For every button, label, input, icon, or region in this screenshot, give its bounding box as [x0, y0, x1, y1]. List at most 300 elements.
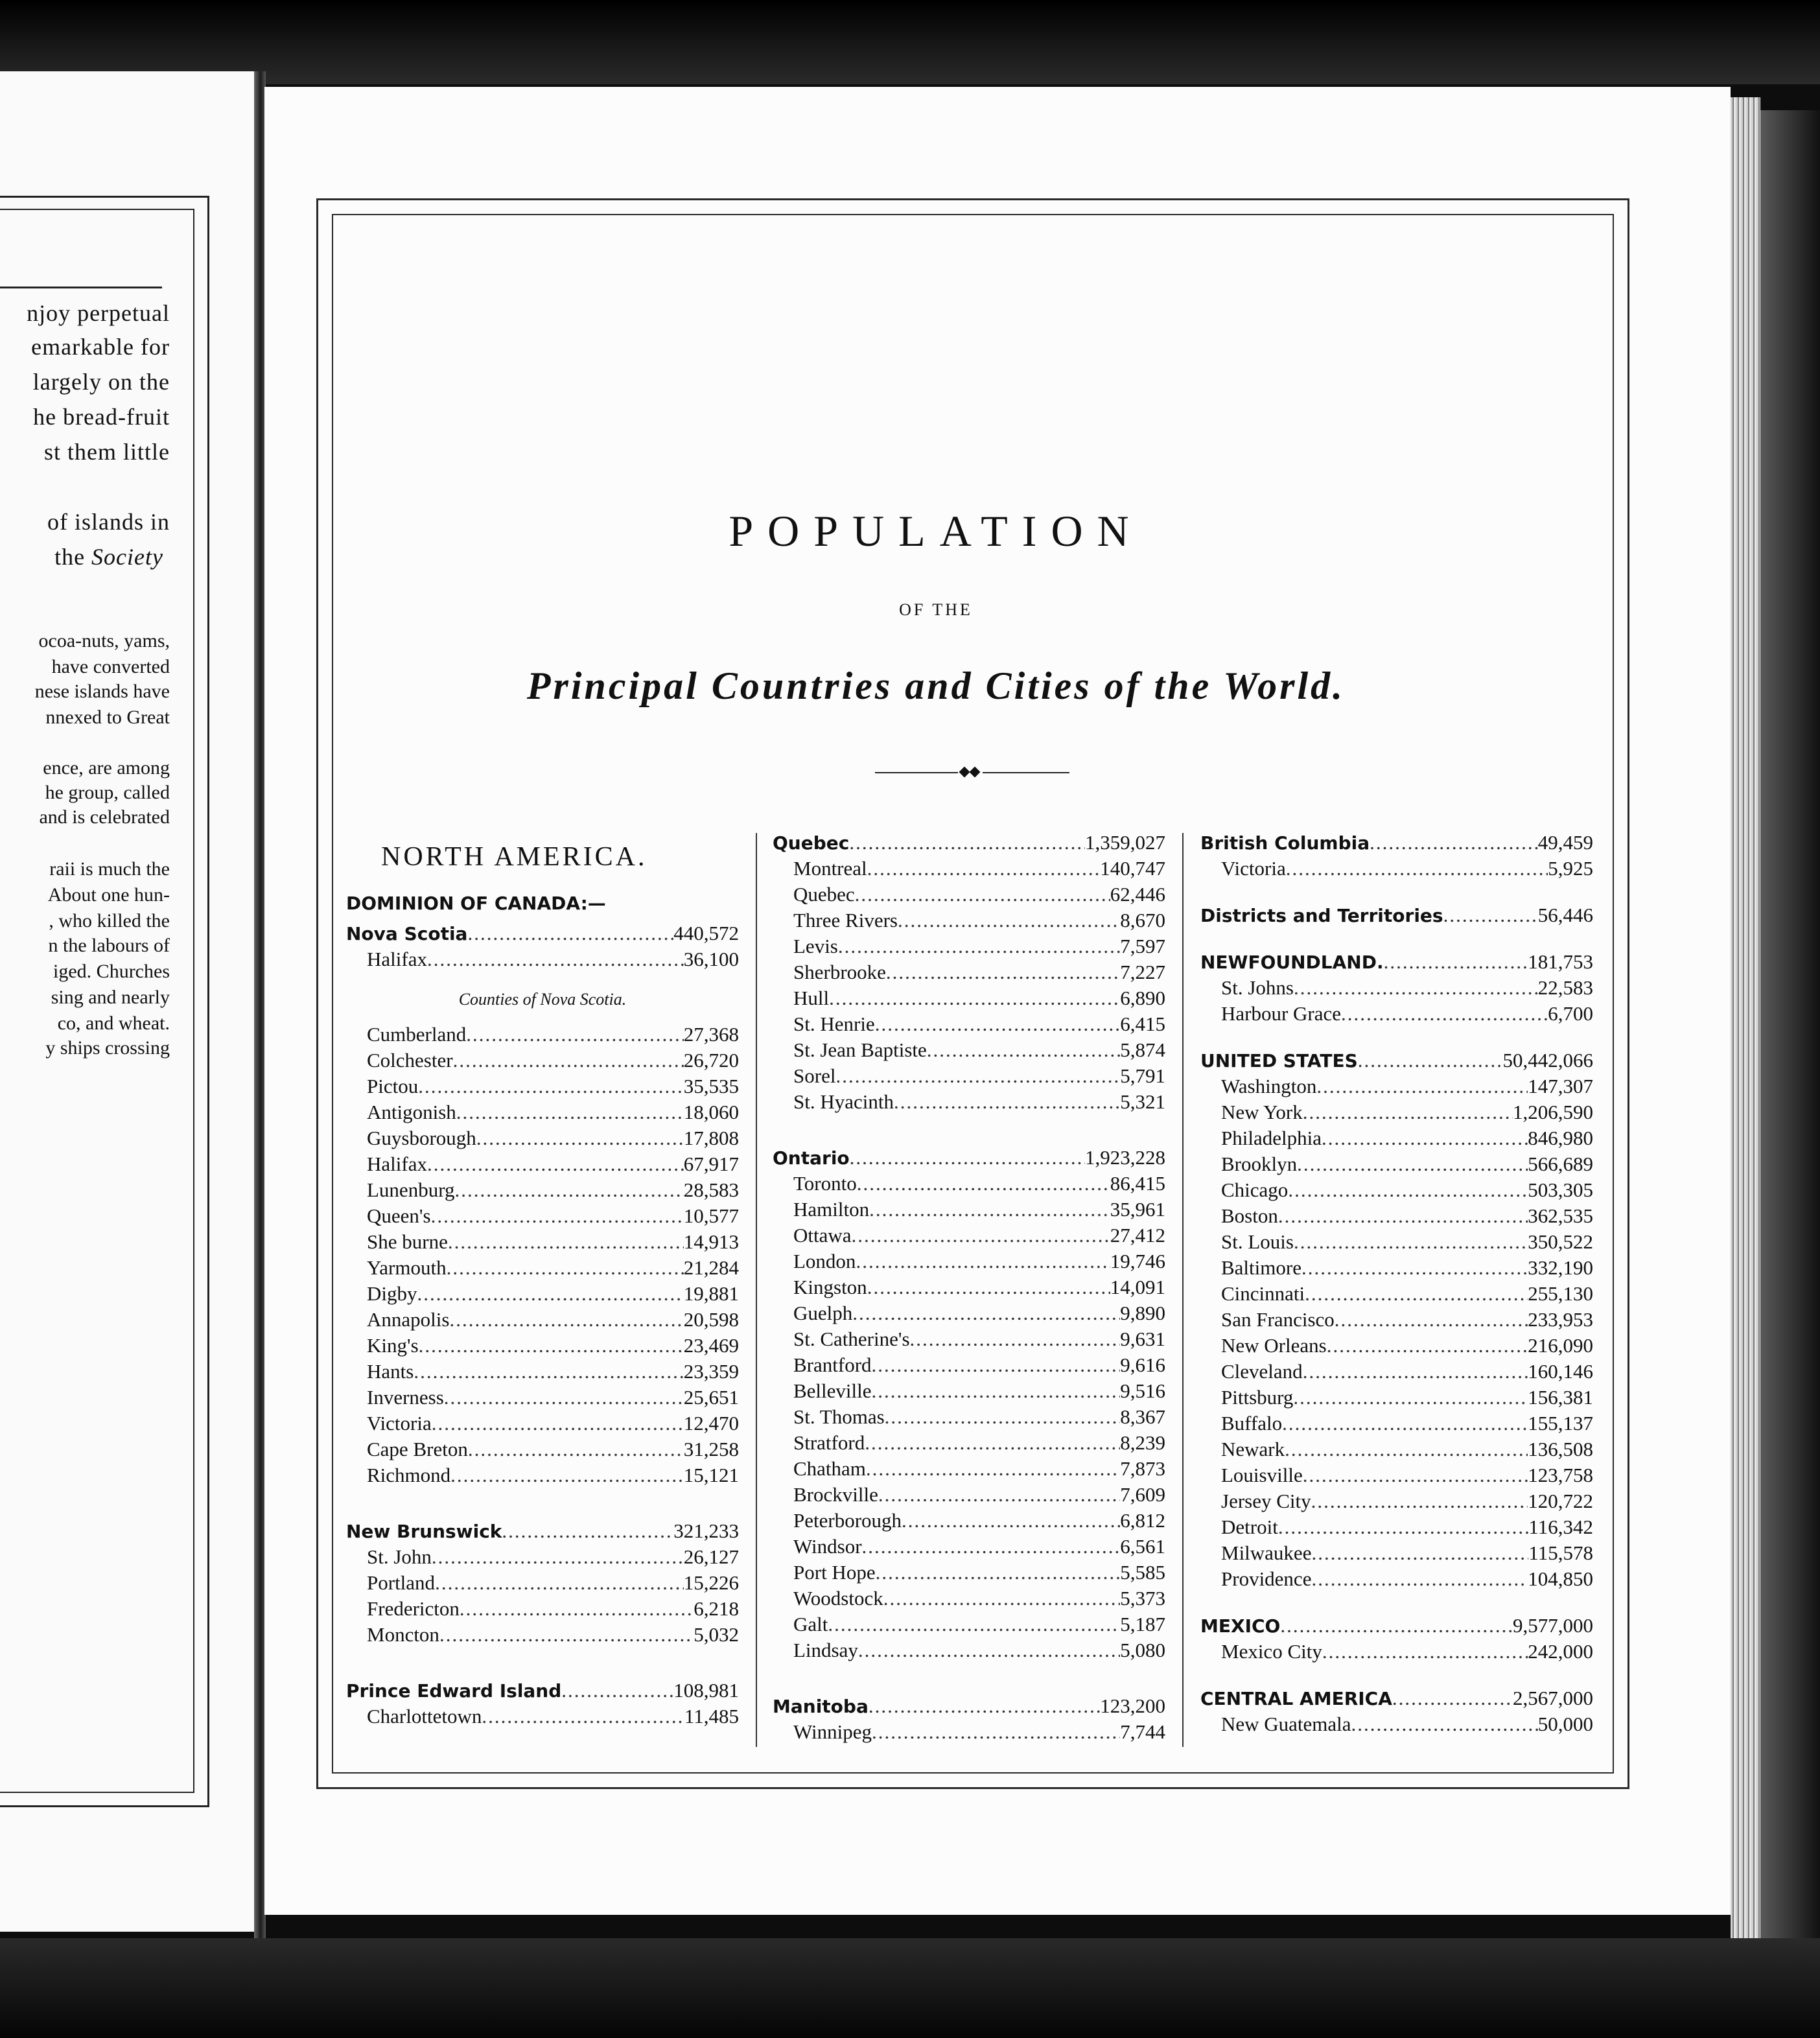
city-name: Jersey City: [1221, 1490, 1311, 1512]
region-row-british-columbia: [1200, 830, 1593, 856]
city-list: [346, 1544, 739, 1648]
city-row: [773, 1274, 1165, 1300]
population-value: 19,746: [1110, 1250, 1165, 1272]
dot-leader: [869, 1197, 1110, 1223]
dot-leader: [862, 1534, 1121, 1560]
dot-leader: [838, 933, 1120, 959]
city-name: Brooklyn: [1221, 1153, 1298, 1175]
dot-leader: [468, 1436, 684, 1462]
city-name: Chicago: [1221, 1178, 1289, 1201]
dot-leader: [852, 1300, 1120, 1326]
dot-leader: [867, 1274, 1110, 1300]
city-row: [1200, 1359, 1593, 1385]
region-name: CENTRAL AMERICA: [1200, 1688, 1392, 1709]
city-row: [1200, 1540, 1593, 1566]
population-value: 6,415: [1120, 1013, 1165, 1035]
dot-leader: [829, 985, 1120, 1011]
city-name: New Guatemala: [1221, 1713, 1351, 1735]
population-value: 18,060: [683, 1101, 739, 1123]
city-row: [346, 1281, 739, 1307]
city-row: [773, 1719, 1165, 1745]
population-value: 1,206,590: [1513, 1101, 1593, 1123]
population-value: 62,446: [1110, 883, 1165, 906]
region-name: UNITED STATES: [1200, 1050, 1358, 1072]
city-row: [773, 1508, 1165, 1534]
population-value: 140,747: [1100, 857, 1165, 880]
dot-leader: [872, 1352, 1121, 1378]
dot-leader: [448, 1229, 684, 1255]
dot-leader: [894, 1089, 1120, 1115]
scan-bottom-shadow: [0, 1938, 1820, 2038]
city-name: Cape Breton: [367, 1438, 468, 1460]
city-row: [773, 1063, 1165, 1089]
dot-leader: [449, 1307, 683, 1333]
column-3: [1200, 830, 1593, 1758]
city-row: [773, 908, 1165, 933]
population-value: 566,689: [1528, 1153, 1593, 1175]
dot-leader: [1285, 1436, 1528, 1462]
dot-leader: [898, 908, 1120, 933]
population-value: 9,631: [1120, 1328, 1165, 1350]
city-name: Louisville: [1221, 1464, 1303, 1486]
dot-leader: [1327, 1333, 1528, 1359]
left-text-line: ence, are among: [43, 757, 170, 779]
city-list: [1200, 975, 1593, 1027]
population-value: 156,381: [1528, 1386, 1593, 1409]
population-value: 27,412: [1110, 1224, 1165, 1247]
region-name: British Columbia: [1200, 832, 1370, 854]
city-name: Charlottetown: [367, 1705, 482, 1728]
city-row: [773, 1586, 1165, 1611]
dot-leader: [856, 1248, 1110, 1274]
city-name: Colchester: [367, 1049, 453, 1072]
left-text-line: , who killed the: [49, 910, 170, 931]
dot-leader: [872, 1719, 1120, 1745]
region-name: Nova Scotia: [346, 923, 468, 944]
page-subtitle: Principal Countries and Cities of the World.: [526, 664, 1346, 707]
dot-leader: [1294, 975, 1538, 1001]
population-value: 9,890: [1120, 1302, 1165, 1324]
population-value: 11,485: [684, 1705, 739, 1728]
dot-leader: [439, 1622, 694, 1648]
city-name: Cleveland: [1221, 1360, 1303, 1383]
region-name: Prince Edward Island: [346, 1680, 562, 1702]
population-value: 6,218: [694, 1597, 739, 1620]
population-value: 9,516: [1120, 1379, 1165, 1402]
dot-leader: [456, 1099, 684, 1125]
population-value: 8,367: [1120, 1405, 1165, 1428]
city-name: St. Hyacinth: [793, 1090, 894, 1113]
population-value: 15,226: [683, 1571, 739, 1594]
city-name: Hamilton: [793, 1198, 870, 1221]
population-value: 23,469: [683, 1334, 739, 1357]
dominion-heading: DOMINION OF CANADA:—: [346, 893, 606, 914]
dot-leader: [910, 1326, 1121, 1352]
population-value: 50,442,066: [1502, 1049, 1593, 1072]
city-name: Providence: [1221, 1567, 1312, 1590]
population-value: 35,535: [683, 1075, 739, 1097]
left-text-line: have converted: [51, 656, 170, 677]
city-row: [773, 1037, 1165, 1063]
city-row: [773, 1482, 1165, 1508]
left-text-line: st them little: [44, 439, 170, 465]
city-name: Moncton: [367, 1623, 439, 1646]
city-name: St. Henrie: [793, 1013, 875, 1035]
dot-leader: [1303, 1359, 1528, 1385]
dot-leader: [453, 1048, 684, 1073]
city-name: New York: [1221, 1101, 1303, 1123]
dot-leader: [828, 1611, 1120, 1637]
city-name: Montreal: [793, 857, 867, 880]
population-value: 104,850: [1528, 1567, 1593, 1590]
region-row-mexico: [1200, 1613, 1593, 1639]
dot-leader: [1311, 1540, 1528, 1566]
city-name: London: [793, 1250, 856, 1272]
city-row: [346, 1385, 739, 1411]
dot-leader: [450, 1462, 684, 1488]
dot-leader: [1322, 1125, 1528, 1151]
city-name: Victoria: [367, 1412, 432, 1435]
population-value: 86,415: [1110, 1172, 1165, 1195]
dot-leader: [867, 856, 1101, 882]
city-row: [1200, 1229, 1593, 1255]
city-name: Kingston: [793, 1276, 867, 1298]
dot-leader: [1286, 856, 1548, 882]
dot-leader: [1293, 1385, 1528, 1411]
city-row: [773, 1223, 1165, 1248]
dot-leader: [1351, 1711, 1538, 1737]
city-row: [346, 1151, 739, 1177]
city-name: Chatham: [793, 1457, 866, 1480]
population-value: 503,305: [1528, 1178, 1593, 1201]
city-row: [773, 1378, 1165, 1404]
population-value: 31,258: [683, 1438, 739, 1460]
population-value: 23,359: [683, 1360, 739, 1383]
city-row: [346, 1177, 739, 1203]
city-name: Hull: [793, 987, 830, 1009]
left-text-line: of islands in: [47, 509, 170, 535]
population-value: 12,470: [683, 1412, 739, 1435]
city-row: [1200, 856, 1593, 882]
city-row: [773, 1637, 1165, 1663]
city-row: [773, 1611, 1165, 1637]
population-value: 123,200: [1100, 1694, 1165, 1717]
column-divider: [1182, 833, 1184, 1747]
region-name: Quebec: [773, 832, 850, 854]
city-row: [773, 1011, 1165, 1037]
population-value: 1,923,228: [1085, 1146, 1165, 1169]
population-value: 9,577,000: [1513, 1614, 1593, 1637]
city-name: Milwaukee: [1221, 1541, 1312, 1564]
population-value: 160,146: [1528, 1360, 1593, 1383]
city-row: [1200, 1462, 1593, 1488]
left-text-line: iged. Churches: [53, 961, 170, 982]
city-row: [346, 1099, 739, 1125]
city-row: [1200, 975, 1593, 1001]
city-row: [773, 882, 1165, 908]
city-row: [1200, 1639, 1593, 1665]
city-row: [1200, 1488, 1593, 1514]
population-value: 7,744: [1120, 1720, 1165, 1743]
left-text-society: Society: [91, 544, 163, 570]
city-name: New Orleans: [1221, 1334, 1327, 1357]
city-row: [1200, 1151, 1593, 1177]
dot-leader: [419, 1333, 684, 1359]
dot-leader: [1335, 1307, 1528, 1333]
city-row: [346, 1022, 739, 1048]
city-row: [773, 1560, 1165, 1586]
population-value: 56,446: [1537, 904, 1593, 926]
dot-leader: [435, 1570, 684, 1596]
population-value: 233,953: [1528, 1308, 1593, 1331]
population-value: 6,561: [1120, 1535, 1165, 1558]
city-row: [1200, 1385, 1593, 1411]
city-name: Antigonish: [367, 1101, 456, 1123]
dot-leader: [418, 1073, 684, 1099]
city-name: Toronto: [793, 1172, 857, 1195]
dot-leader: [432, 1411, 684, 1436]
left-text-line: raii is much the: [49, 858, 170, 880]
city-name: Annapolis: [367, 1308, 450, 1331]
city-name: Philadelphia: [1221, 1127, 1322, 1149]
dot-leader: [858, 1637, 1120, 1663]
city-name: Fredericton: [367, 1597, 460, 1620]
city-name: Richmond: [367, 1464, 451, 1486]
city-name: Guelph: [793, 1302, 853, 1324]
city-row: [1200, 1125, 1593, 1151]
city-name: Brockville: [793, 1483, 878, 1506]
city-name: Halifax: [367, 948, 427, 970]
population-value: 7,597: [1120, 935, 1165, 957]
city-row: [1200, 1411, 1593, 1436]
population-value: 14,091: [1110, 1276, 1165, 1298]
region-name: NEWFOUNDLAND.: [1200, 952, 1384, 973]
dot-leader: [835, 1063, 1120, 1089]
city-row: [346, 1255, 739, 1281]
left-text-line: nese islands have: [34, 681, 170, 702]
book-cover-edge: [1760, 110, 1820, 1938]
region-name: Ontario: [773, 1147, 850, 1169]
region-row-districts: [1200, 902, 1593, 928]
city-row: [346, 946, 739, 972]
city-name: Pictou: [367, 1075, 419, 1097]
city-name: Stratford: [793, 1431, 865, 1454]
city-row: [773, 1404, 1165, 1430]
city-row: [773, 1430, 1165, 1456]
city-name: Boston: [1221, 1204, 1278, 1227]
population-value: 181,753: [1528, 950, 1593, 973]
page-title: POPULATION: [729, 506, 1143, 556]
population-value: 36,100: [683, 948, 739, 970]
city-row: [346, 1596, 739, 1622]
population-value: 67,917: [683, 1153, 739, 1175]
dot-leader: [1297, 1151, 1528, 1177]
column-1: [346, 830, 739, 1750]
city-name: St. Thomas: [793, 1405, 885, 1428]
city-name: Halifax: [367, 1153, 427, 1175]
city-row: [346, 1359, 739, 1385]
population-value: 7,227: [1120, 961, 1165, 983]
city-name: San Francisco: [1221, 1308, 1335, 1331]
dot-leader: [902, 1508, 1120, 1534]
population-value: 26,720: [683, 1049, 739, 1072]
population-value: 5,080: [1120, 1639, 1165, 1661]
region-row-newfoundland: [1200, 949, 1593, 975]
city-name: Digby: [367, 1282, 417, 1305]
dot-leader: [1288, 1177, 1528, 1203]
dot-leader: [476, 1125, 684, 1151]
city-name: Belleville: [793, 1379, 872, 1402]
city-list: [773, 1171, 1165, 1663]
population-value: 27,368: [683, 1023, 739, 1046]
city-name: St. Jean Baptiste: [793, 1038, 927, 1061]
population-value: 136,508: [1528, 1438, 1593, 1460]
dot-leader: [865, 1430, 1120, 1456]
city-row: [346, 1704, 739, 1729]
city-row: [773, 959, 1165, 985]
population-value: 7,873: [1120, 1457, 1165, 1480]
population-value: 35,961: [1110, 1198, 1165, 1221]
counties-caption: Counties of Nova Scotia.: [458, 990, 627, 1009]
city-row: [1200, 1566, 1593, 1592]
city-list: [346, 1704, 739, 1729]
city-row: [1200, 1177, 1593, 1203]
city-row: [346, 1229, 739, 1255]
city-name: Hants: [367, 1360, 414, 1383]
population-value: 115,578: [1528, 1541, 1593, 1564]
population-value: 25,651: [683, 1386, 739, 1409]
column-divider: [756, 833, 757, 1747]
dot-leader: [1316, 1073, 1528, 1099]
region-row-new-brunswick: [346, 1518, 739, 1544]
city-name: Portland: [367, 1571, 436, 1594]
region-name: MEXICO: [1200, 1615, 1281, 1637]
dot-leader: [417, 1281, 684, 1307]
city-list: [1200, 856, 1593, 882]
dot-leader: [885, 1404, 1121, 1430]
city-row: [1200, 1073, 1593, 1099]
dot-leader: [1322, 1639, 1528, 1665]
city-row: [773, 1352, 1165, 1378]
city-name: Queen's: [367, 1204, 431, 1227]
dot-leader: [1341, 1001, 1548, 1027]
city-list: [1200, 1639, 1593, 1665]
dot-leader: [886, 959, 1120, 985]
region-row-central-america: [1200, 1685, 1593, 1711]
city-name: Sherbrooke: [793, 961, 886, 983]
population-value: 5,925: [1548, 857, 1593, 880]
population-value: 5,874: [1120, 1038, 1165, 1061]
city-name: Windsor: [793, 1535, 862, 1558]
dot-leader: [1305, 1281, 1528, 1307]
city-name: Mexico City: [1221, 1640, 1322, 1663]
city-row: [773, 1197, 1165, 1223]
city-row: [773, 1089, 1165, 1115]
dot-leader: [432, 1544, 684, 1570]
region-row-united-states: [1200, 1048, 1593, 1073]
city-name: Pittsburg: [1221, 1386, 1294, 1409]
ornamental-rule: [875, 766, 1069, 779]
city-row: [1200, 1307, 1593, 1333]
city-list: [1200, 1073, 1593, 1592]
population-value: 120,722: [1528, 1490, 1593, 1512]
population-value: 5,187: [1120, 1613, 1165, 1635]
population-value: 20,598: [683, 1308, 739, 1331]
section-heading-north-america: NORTH AMERICA.: [381, 842, 648, 872]
population-value: 6,700: [1548, 1002, 1593, 1025]
city-row: [773, 856, 1165, 882]
left-text-line: n the labours of: [48, 935, 170, 956]
dot-leader: [857, 1171, 1110, 1197]
dot-leader: [1311, 1488, 1528, 1514]
region-name: Manitoba: [773, 1696, 869, 1717]
population-value: 21,284: [683, 1256, 739, 1279]
dot-leader: [414, 1359, 683, 1385]
city-name: Galt: [793, 1613, 828, 1635]
dot-leader: [444, 1385, 684, 1411]
population-value: 10,577: [683, 1204, 739, 1227]
city-name: Yarmouth: [367, 1256, 447, 1279]
region-row-nova-scotia: [346, 920, 739, 946]
population-value: 216,090: [1528, 1334, 1593, 1357]
city-row: [1200, 1255, 1593, 1281]
population-value: 28,583: [683, 1178, 739, 1201]
population-value: 50,000: [1537, 1713, 1593, 1735]
left-text-line: largely on the: [32, 369, 170, 395]
dot-leader: [1301, 1255, 1528, 1281]
left-text-line: he group, called: [45, 782, 170, 803]
dot-leader: [447, 1255, 684, 1281]
population-value: 14,913: [683, 1230, 739, 1253]
county-list: [346, 1022, 739, 1488]
city-name: Three Rivers: [793, 909, 898, 931]
population-value: 147,307: [1528, 1075, 1593, 1097]
dot-leader: [454, 1177, 683, 1203]
dot-leader: [875, 1011, 1121, 1037]
city-row: [1200, 1514, 1593, 1540]
population-value: 123,758: [1528, 1464, 1593, 1486]
dot-leader: [1303, 1462, 1528, 1488]
population-value: 5,373: [1120, 1587, 1165, 1610]
city-name: Brantford: [793, 1353, 872, 1376]
left-text-line: and is celebrated: [39, 806, 170, 828]
city-row: [346, 1544, 739, 1570]
city-name: Guysborough: [367, 1127, 476, 1149]
city-name: Buffalo: [1221, 1412, 1283, 1435]
dot-leader: [883, 1586, 1121, 1611]
left-text-line: sing and nearly: [51, 987, 170, 1008]
city-row: [1200, 1099, 1593, 1125]
column-2: [773, 830, 1165, 1766]
dot-leader: [866, 1456, 1120, 1482]
region-row-quebec: [773, 830, 1165, 856]
city-row: [1200, 1711, 1593, 1737]
left-page-rule: [0, 287, 162, 288]
population-value: 6,890: [1120, 987, 1165, 1009]
region-row-manitoba: [773, 1693, 1165, 1719]
city-name: Washington: [1221, 1075, 1317, 1097]
city-name: Detroit: [1221, 1516, 1278, 1538]
left-text-line: y ships crossing: [45, 1037, 170, 1059]
dot-leader: [1311, 1566, 1528, 1592]
population-value: 5,791: [1120, 1064, 1165, 1087]
city-list: [1200, 1711, 1593, 1737]
city-name: Cumberland: [367, 1023, 467, 1046]
dot-leader: [855, 882, 1110, 908]
population-value: 242,000: [1528, 1640, 1593, 1663]
population-value: 6,812: [1120, 1509, 1165, 1532]
population-value: 8,239: [1120, 1431, 1165, 1454]
